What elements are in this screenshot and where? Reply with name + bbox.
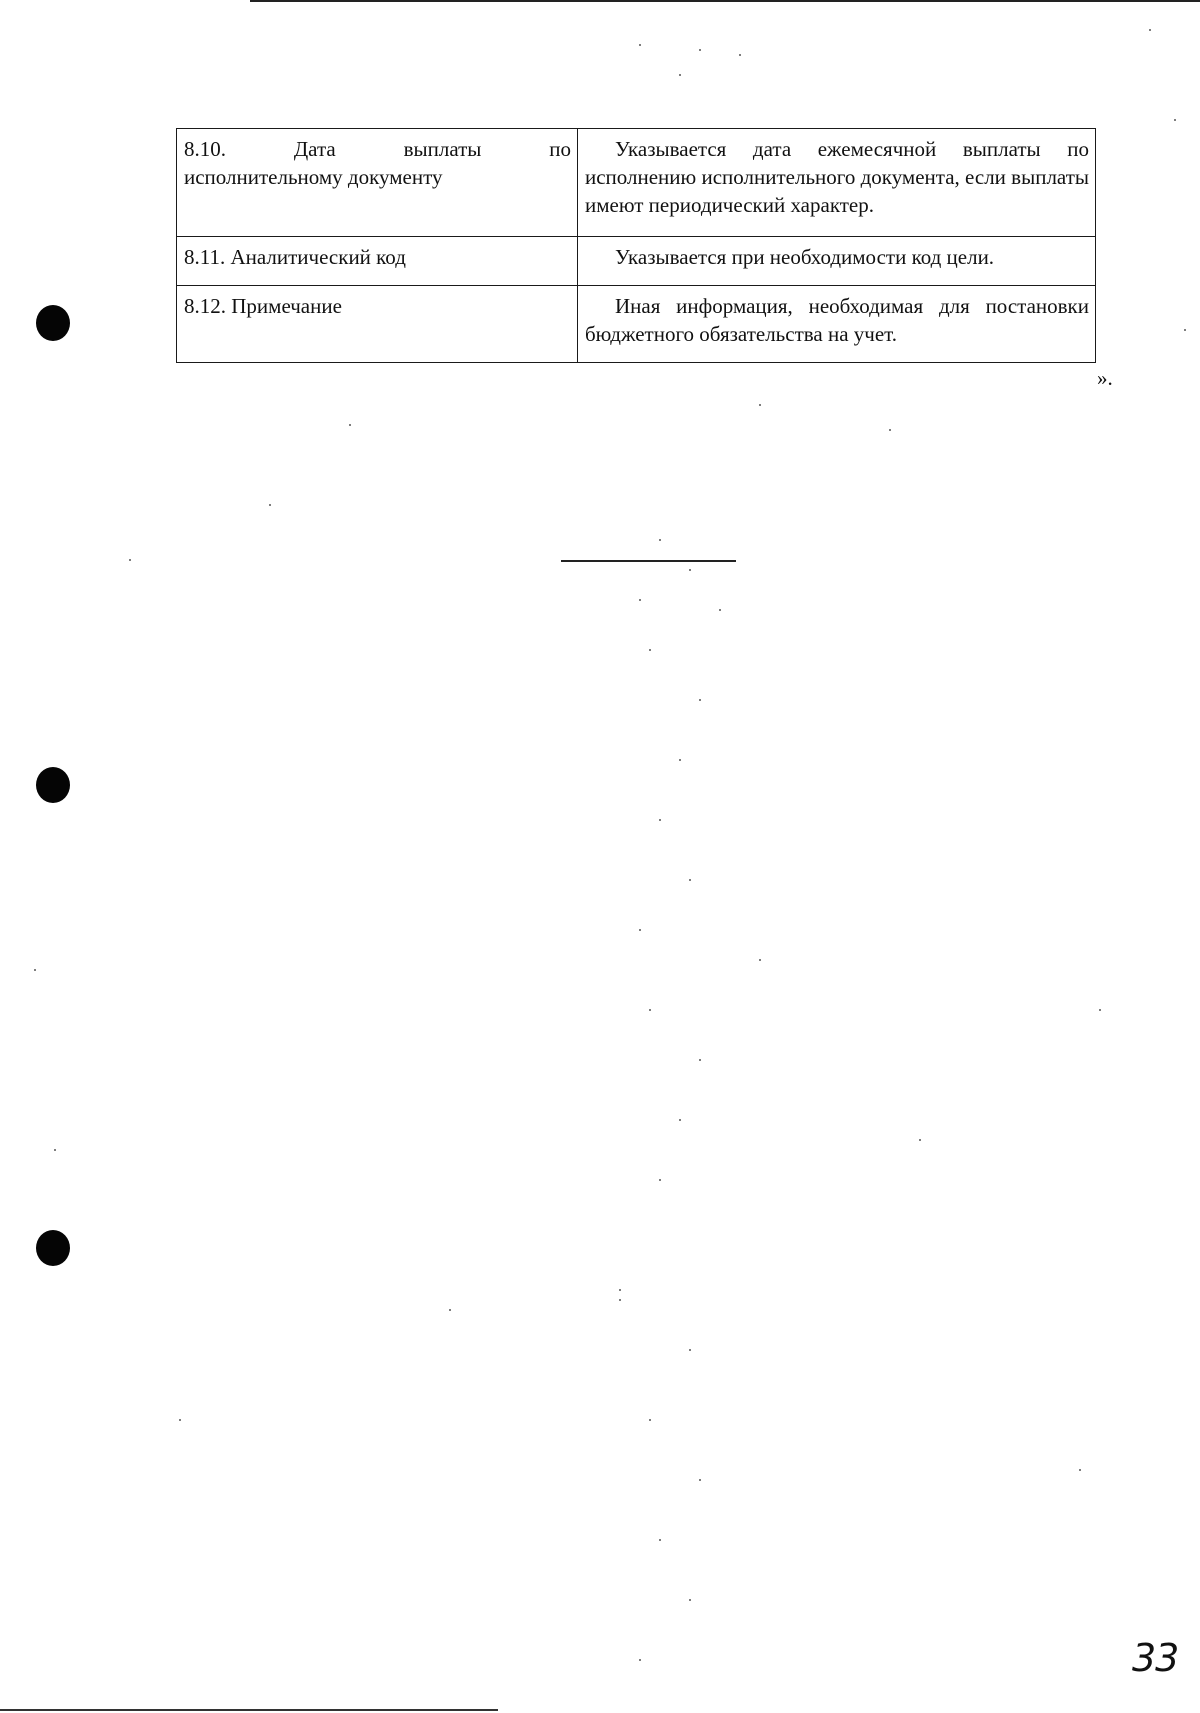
field-name-line2: исполнительному документу (184, 165, 443, 189)
row-description-cell: Указывается дата ежемесячной выплаты по исполнению исполнительного документа, если выплаты имеют периодический характер. (578, 129, 1096, 237)
closing-quote: ». (1097, 366, 1113, 390)
page-number: 33 (1132, 1636, 1179, 1680)
field-word: по (549, 137, 571, 161)
field-word: выплаты (403, 137, 482, 161)
row-description-cell: Указывается при необходимости код цели. (578, 237, 1096, 286)
field-word: Дата (293, 137, 336, 161)
row-field-cell: 8.12. Примечание (177, 286, 578, 363)
row-field-cell: 8.11. Аналитический код (177, 237, 578, 286)
row-description-cell: Иная информация, необходимая для постановки бюджетного обязательства на учет. (578, 286, 1096, 363)
scan-bottom-edge (0, 1709, 498, 1711)
row-number: 8.10. (184, 137, 226, 161)
